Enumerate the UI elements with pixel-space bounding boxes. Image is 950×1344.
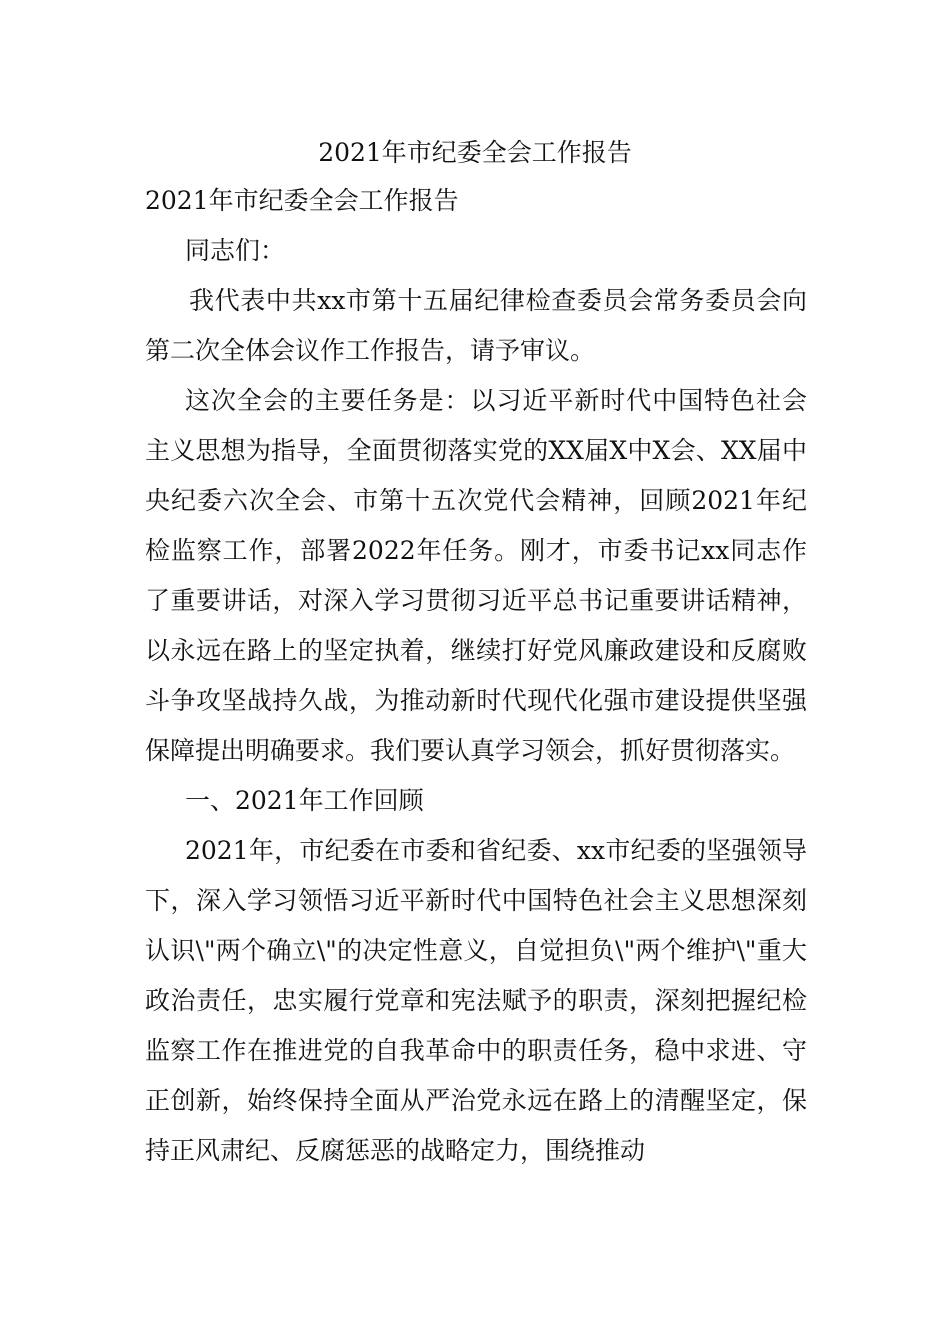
document-title: 2021年市纪委全会工作报告 [318, 138, 632, 167]
paragraph-intro: 我代表中共xx市第十五届纪律检查委员会常务委员会向第二次全体会议作工作报告，请予审议。 [145, 286, 807, 365]
salutation: 同志们： [185, 236, 286, 265]
document-subtitle: 2021年市纪委全会工作报告 [145, 186, 459, 215]
document-body [145, 176, 807, 1176]
section-heading: 一、2021年工作回顾 [185, 786, 424, 815]
paragraph-tasks: 这次全会的主要任务是：以习近平新时代中国特色社会主义思想为指导，全面贯彻落实党的XX届X中X会、XX届中央纪委六次全会、市第十五次党代会精神，回顾2021年纪检监察工作，部署2022年任务。刚才，市委书记xx同志作了重要讲话，对深入学习贯彻习近平总书记重要讲话精神，以永远在路上的坚定执着，继续打好党风廉政建设和反腐败斗争攻坚战持久战，为推动新时代现代化强市建设提供坚强保障提出明确要求。我们要认真学习领会，抓好贯彻落实。 [145, 386, 807, 765]
paragraph-review: 2021年，市纪委在市委和省纪委、xx市纪委的坚强领导下，深入学习领悟习近平新时代中国特色社会主义思想深刻认识\"两个确立\"的决定性意义，自觉担负\"两个维护\"重大政治责任，忠实履行党章和宪法赋予的职责，深刻把握纪检监察工作在推进党的自我革命中的职责任务，稳中求进、守正创新，始终保持全面从严治党永远在路上的清醒坚定，保持正风肃纪、反腐惩恶的战略定力，围绕推动 [145, 836, 807, 1165]
